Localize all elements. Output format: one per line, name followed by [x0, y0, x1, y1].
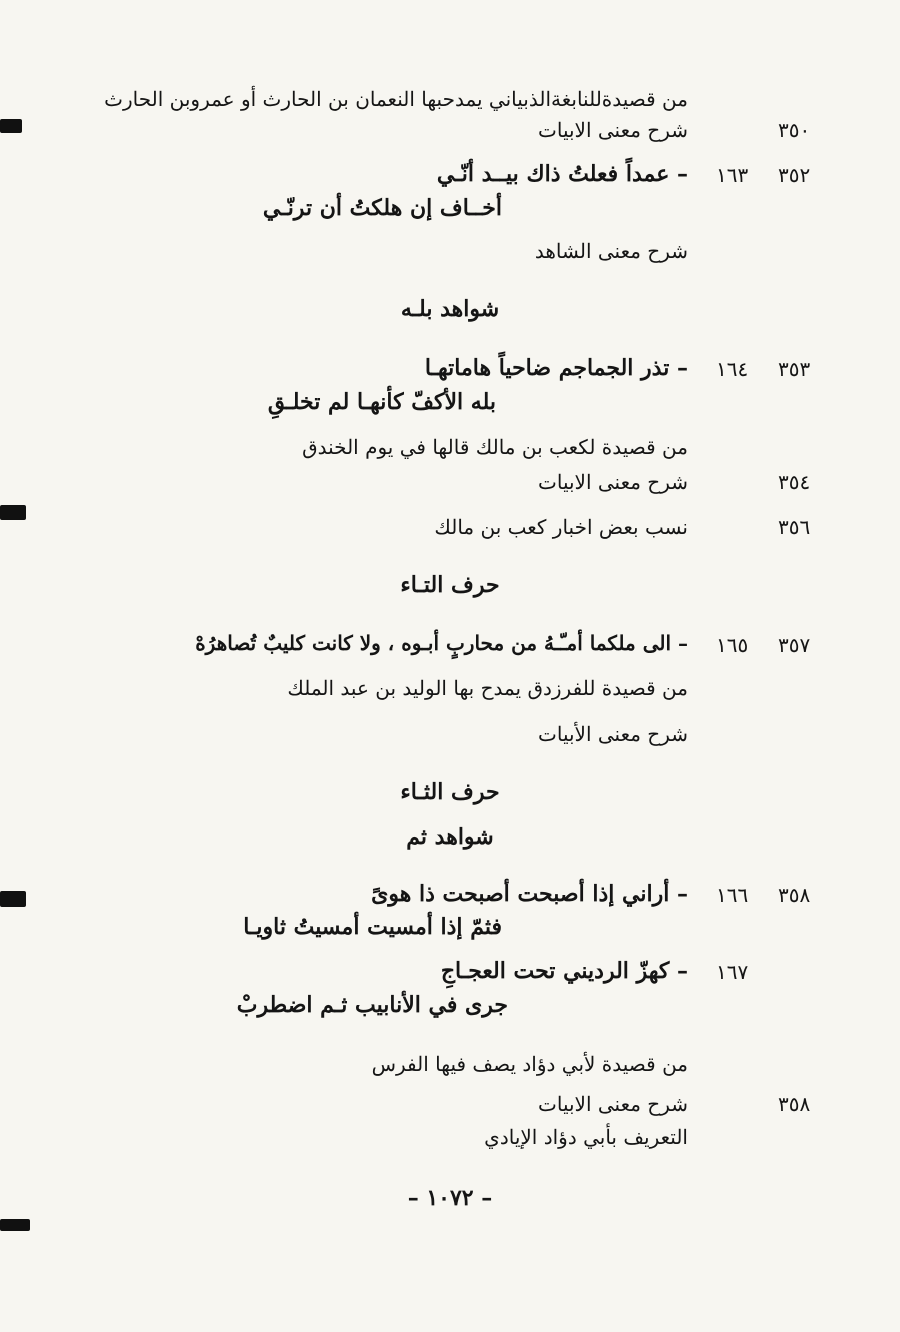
verse-line: – الى ملكما أمـّـهُ من محاربٍ أبـوه ، ولا كانت كليبٌ تُصاهرُهْ — [195, 631, 688, 655]
source-line: من قصيدة لكعب بن مالك قالها في يوم الخندق — [302, 435, 688, 459]
entry-number: ٣٥٨ — [778, 883, 811, 907]
verse-number: ١٦٦ — [716, 883, 749, 907]
verse-number: ١٦٧ — [716, 960, 749, 984]
verse-number: ١٦٣ — [716, 163, 749, 187]
commentary-line: شرح معنى الابيات — [538, 118, 688, 142]
verse-line: فثمّ إذا أمسيت أمسيتُ ثاويـا — [243, 914, 502, 940]
section-heading: شواهد بلـه — [400, 296, 500, 322]
verse-number: ١٦٤ — [716, 357, 749, 381]
verse-line: – أراني إذا أصبحت أصبحت ذا هوىً — [371, 881, 688, 907]
scan-edge-mark — [0, 119, 22, 133]
section-heading: شواهد ثم — [406, 824, 494, 850]
entry-number: ٣٥٣ — [778, 357, 811, 381]
page-number: – ١٠٧٢ – — [407, 1185, 493, 1211]
verse-line: أخــاف إن هلكتُ أن ترنّـي — [262, 195, 502, 221]
verse-line: جرى في الأنابيب ثـم اضطربْ — [236, 992, 508, 1018]
verse-line: بله الأكفّ كأنهـا لم تخلـقِ — [267, 389, 496, 415]
source-line: من قصيدة للفرزدق يمدح بها الوليد بن عبد الملك — [287, 676, 688, 700]
entry-number: ٣٥٢ — [778, 163, 811, 187]
verse-line: – تذر الجماجم ضاحياً هاماتهـا — [424, 355, 688, 381]
section-heading: حرف الثـاء — [400, 779, 500, 805]
commentary-line: شرح معنى الابيات — [538, 1092, 688, 1116]
commentary-line: التعريف بأبي دؤاد الإيادي — [484, 1125, 688, 1149]
entry-number: ٣٥٧ — [778, 633, 811, 657]
scan-edge-mark — [0, 1219, 30, 1231]
verse-line: – عمداً فعلتُ ذاك بيــد أنّـي — [436, 161, 688, 187]
verse-number: ١٦٥ — [716, 633, 749, 657]
scan-edge-mark — [0, 505, 26, 520]
entry-number: ٣٥٨ — [778, 1092, 811, 1116]
source-line: من قصيدة لأبي دؤاد يصف فيها الفرس — [371, 1052, 688, 1076]
source-line: من قصيدةللنابغةالذبياني يمدحبها النعمان بن الحارث أو عمروبن الحارث — [104, 87, 688, 111]
section-heading: حرف التـاء — [400, 572, 500, 598]
commentary-line: شرح معنى الشاهد — [534, 239, 688, 263]
scan-edge-mark — [0, 891, 26, 907]
entry-number: ٣٥٠ — [778, 118, 811, 142]
commentary-line: شرح معنى الأبيات — [538, 722, 688, 746]
entry-number: ٣٥٦ — [778, 515, 811, 539]
commentary-line: نسب بعض اخبار كعب بن مالك — [434, 515, 688, 539]
verse-line: – كهزّ الرديني تحت العجـاجِ — [440, 958, 688, 984]
commentary-line: شرح معنى الابيات — [538, 470, 688, 494]
entry-number: ٣٥٤ — [778, 470, 811, 494]
